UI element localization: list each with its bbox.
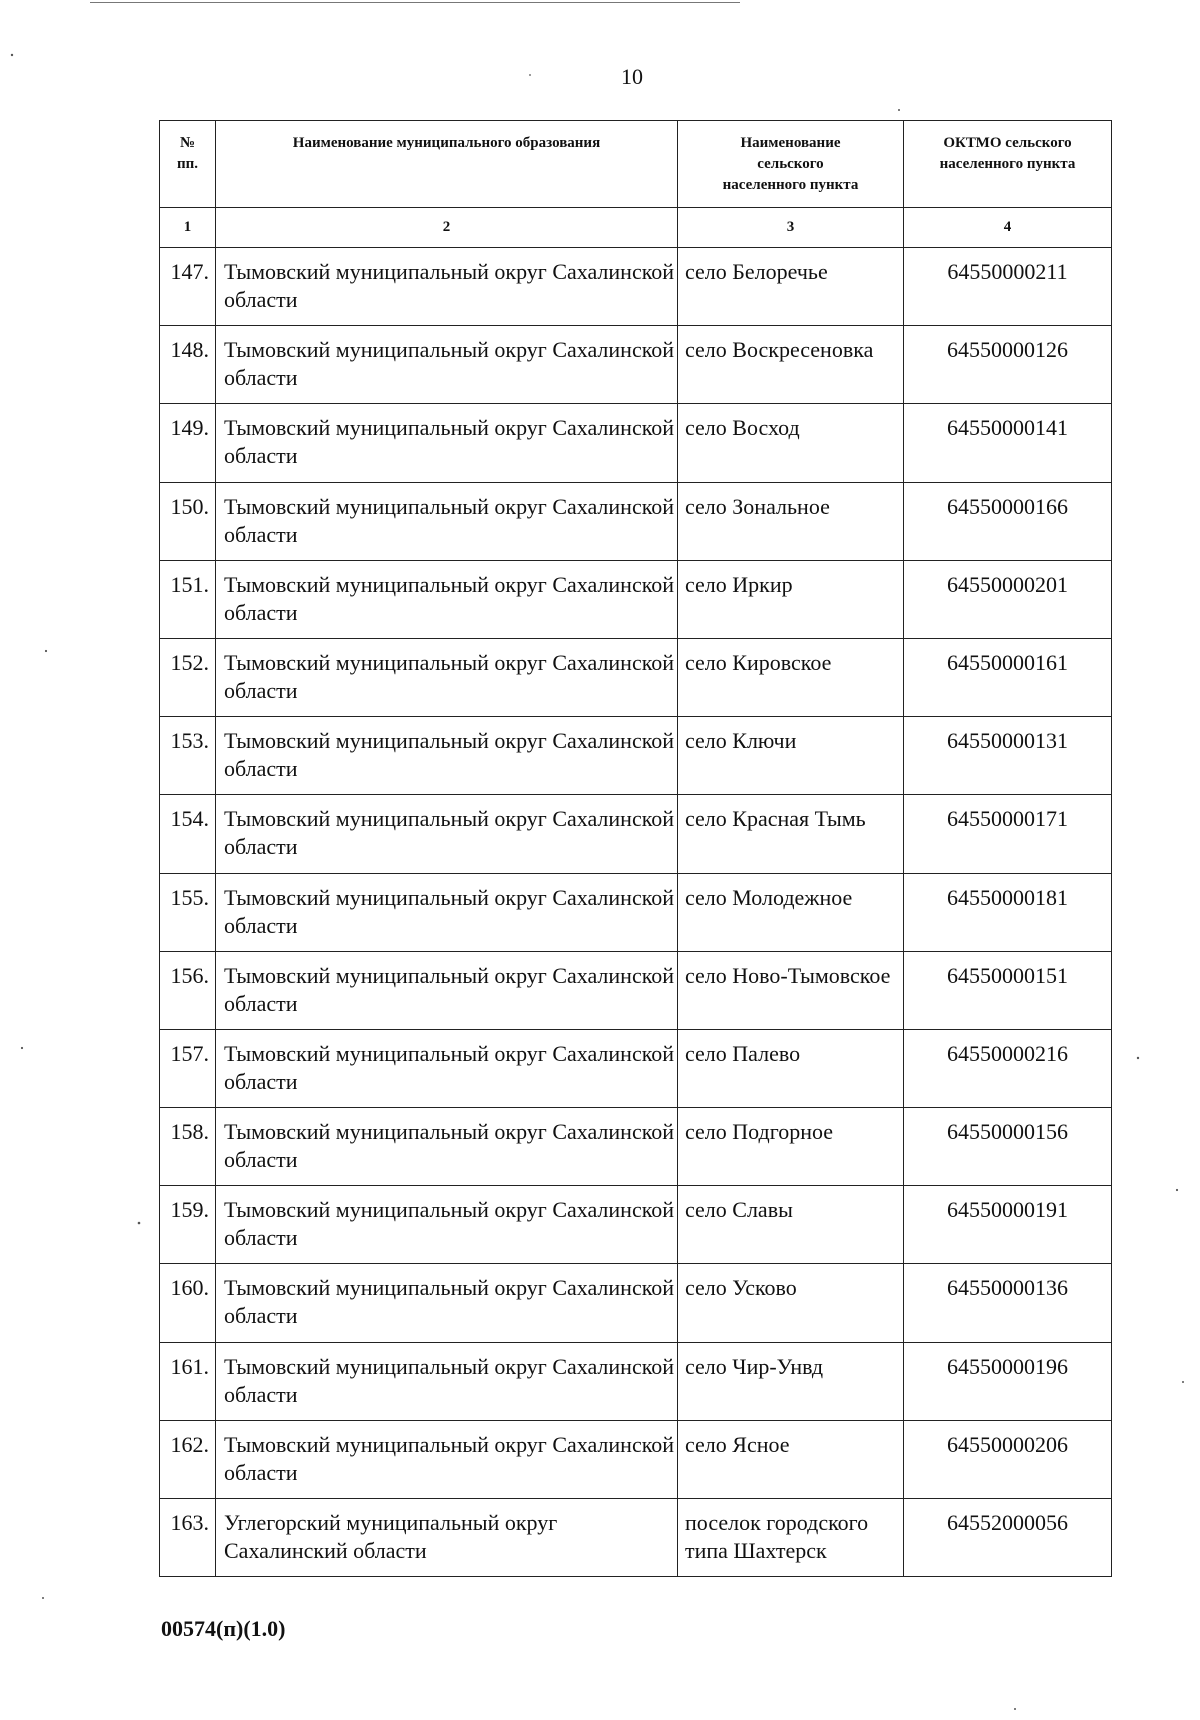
row-number: 160. <box>160 1264 216 1342</box>
settlement-name: село Иркир <box>678 560 904 638</box>
settlement-name: село Палево <box>678 1029 904 1107</box>
settlement-name: село Молодежное <box>678 873 904 951</box>
settlement-name: село Красная Тымь <box>678 795 904 873</box>
row-number: 151. <box>160 560 216 638</box>
settlement-name: село Славы <box>678 1186 904 1264</box>
settlement-name: село Чир-Унвд <box>678 1342 904 1420</box>
municipality-name: Тымовский муниципальный округ Сахалинской области <box>216 717 678 795</box>
page-number: 10 <box>621 64 643 89</box>
row-number: 158. <box>160 1108 216 1186</box>
municipality-name: Тымовский муниципальный округ Сахалинской области <box>216 482 678 560</box>
table-row <box>160 1499 1112 1577</box>
oktmo-code: 64550000211 <box>904 248 1112 326</box>
municipality-name: Тымовский муниципальный округ Сахалинской области <box>216 1342 678 1420</box>
settlement-name: село Ново-Тымовское <box>678 951 904 1029</box>
table-row <box>160 404 1112 482</box>
table-row <box>160 795 1112 873</box>
table-row <box>160 1264 1112 1342</box>
table-row <box>160 1186 1112 1264</box>
row-number: 148. <box>160 326 216 404</box>
settlements-table <box>159 120 1112 1577</box>
oktmo-code: 64550000201 <box>904 560 1112 638</box>
row-number: 152. <box>160 638 216 716</box>
municipality-name: Тымовский муниципальный округ Сахалинской области <box>216 1108 678 1186</box>
row-number: 156. <box>160 951 216 1029</box>
row-number: 159. <box>160 1186 216 1264</box>
table-row <box>160 951 1112 1029</box>
table-row <box>160 326 1112 404</box>
municipality-name: Тымовский муниципальный округ Сахалинской области <box>216 560 678 638</box>
table-header-row <box>160 121 1112 208</box>
oktmo-code: 64550000156 <box>904 1108 1112 1186</box>
table-row <box>160 638 1112 716</box>
row-number: 163. <box>160 1499 216 1577</box>
table-row <box>160 248 1112 326</box>
municipality-name: Тымовский муниципальный округ Сахалинской области <box>216 1264 678 1342</box>
settlement-name: село Ключи <box>678 717 904 795</box>
row-number: 157. <box>160 1029 216 1107</box>
oktmo-code: 64550000151 <box>904 951 1112 1029</box>
oktmo-code: 64550000141 <box>904 404 1112 482</box>
settlement-name: село Зональное <box>678 482 904 560</box>
municipality-name: Тымовский муниципальный округ Сахалинской области <box>216 795 678 873</box>
column-number-row <box>160 208 1112 248</box>
scan-top-rule <box>90 2 740 3</box>
oktmo-code: 64552000056 <box>904 1499 1112 1577</box>
settlement-name: село Подгорное <box>678 1108 904 1186</box>
table-row <box>160 1420 1112 1498</box>
column-number-3: 3 <box>678 208 904 248</box>
column-number-4: 4 <box>904 208 1112 248</box>
table-body <box>160 248 1112 1577</box>
header-oktmo: ОКТМО сельского населенного пункта <box>904 121 1112 208</box>
header-municipality: Наименование муниципального образования <box>216 121 678 208</box>
oktmo-code: 64550000131 <box>904 717 1112 795</box>
municipality-name: Тымовский муниципальный округ Сахалинской области <box>216 1029 678 1107</box>
municipality-name: Тымовский муниципальный округ Сахалинской области <box>216 248 678 326</box>
settlement-name: село Восход <box>678 404 904 482</box>
row-number: 161. <box>160 1342 216 1420</box>
table-row <box>160 1342 1112 1420</box>
oktmo-code: 64550000181 <box>904 873 1112 951</box>
row-number: 149. <box>160 404 216 482</box>
column-number-2: 2 <box>216 208 678 248</box>
table-row <box>160 717 1112 795</box>
oktmo-code: 64550000136 <box>904 1264 1112 1342</box>
column-number-1: 1 <box>160 208 216 248</box>
municipality-name: Тымовский муниципальный округ Сахалинской области <box>216 1420 678 1498</box>
document-code: 00574(п)(1.0) <box>161 1616 286 1641</box>
settlement-name: село Ясное <box>678 1420 904 1498</box>
row-number: 150. <box>160 482 216 560</box>
settlement-name: село Белоречье <box>678 248 904 326</box>
header-number: № пп. <box>160 121 216 208</box>
oktmo-code: 64550000216 <box>904 1029 1112 1107</box>
table-row <box>160 1108 1112 1186</box>
municipality-name: Тымовский муниципальный округ Сахалинской области <box>216 873 678 951</box>
row-number: 155. <box>160 873 216 951</box>
municipality-name: Тымовский муниципальный округ Сахалинской области <box>216 1186 678 1264</box>
settlement-name: поселок городского типа Шахтерск <box>678 1499 904 1577</box>
settlement-name: село Усково <box>678 1264 904 1342</box>
row-number: 162. <box>160 1420 216 1498</box>
municipality-name: Углегорский муниципальный округ Сахалинский области <box>216 1499 678 1577</box>
municipality-name: Тымовский муниципальный округ Сахалинской области <box>216 951 678 1029</box>
table-row <box>160 482 1112 560</box>
oktmo-code: 64550000171 <box>904 795 1112 873</box>
settlement-name: село Воскресеновка <box>678 326 904 404</box>
oktmo-code: 64550000161 <box>904 638 1112 716</box>
municipality-name: Тымовский муниципальный округ Сахалинской области <box>216 404 678 482</box>
oktmo-code: 64550000191 <box>904 1186 1112 1264</box>
table-row <box>160 560 1112 638</box>
row-number: 154. <box>160 795 216 873</box>
table-row <box>160 1029 1112 1107</box>
oktmo-code: 64550000166 <box>904 482 1112 560</box>
row-number: 153. <box>160 717 216 795</box>
table-row <box>160 873 1112 951</box>
municipality-name: Тымовский муниципальный округ Сахалинской области <box>216 638 678 716</box>
row-number: 147. <box>160 248 216 326</box>
oktmo-code: 64550000126 <box>904 326 1112 404</box>
header-settlement: Наименование сельского населенного пункта <box>678 121 904 208</box>
oktmo-code: 64550000206 <box>904 1420 1112 1498</box>
oktmo-code: 64550000196 <box>904 1342 1112 1420</box>
settlement-name: село Кировское <box>678 638 904 716</box>
municipality-name: Тымовский муниципальный округ Сахалинской области <box>216 326 678 404</box>
